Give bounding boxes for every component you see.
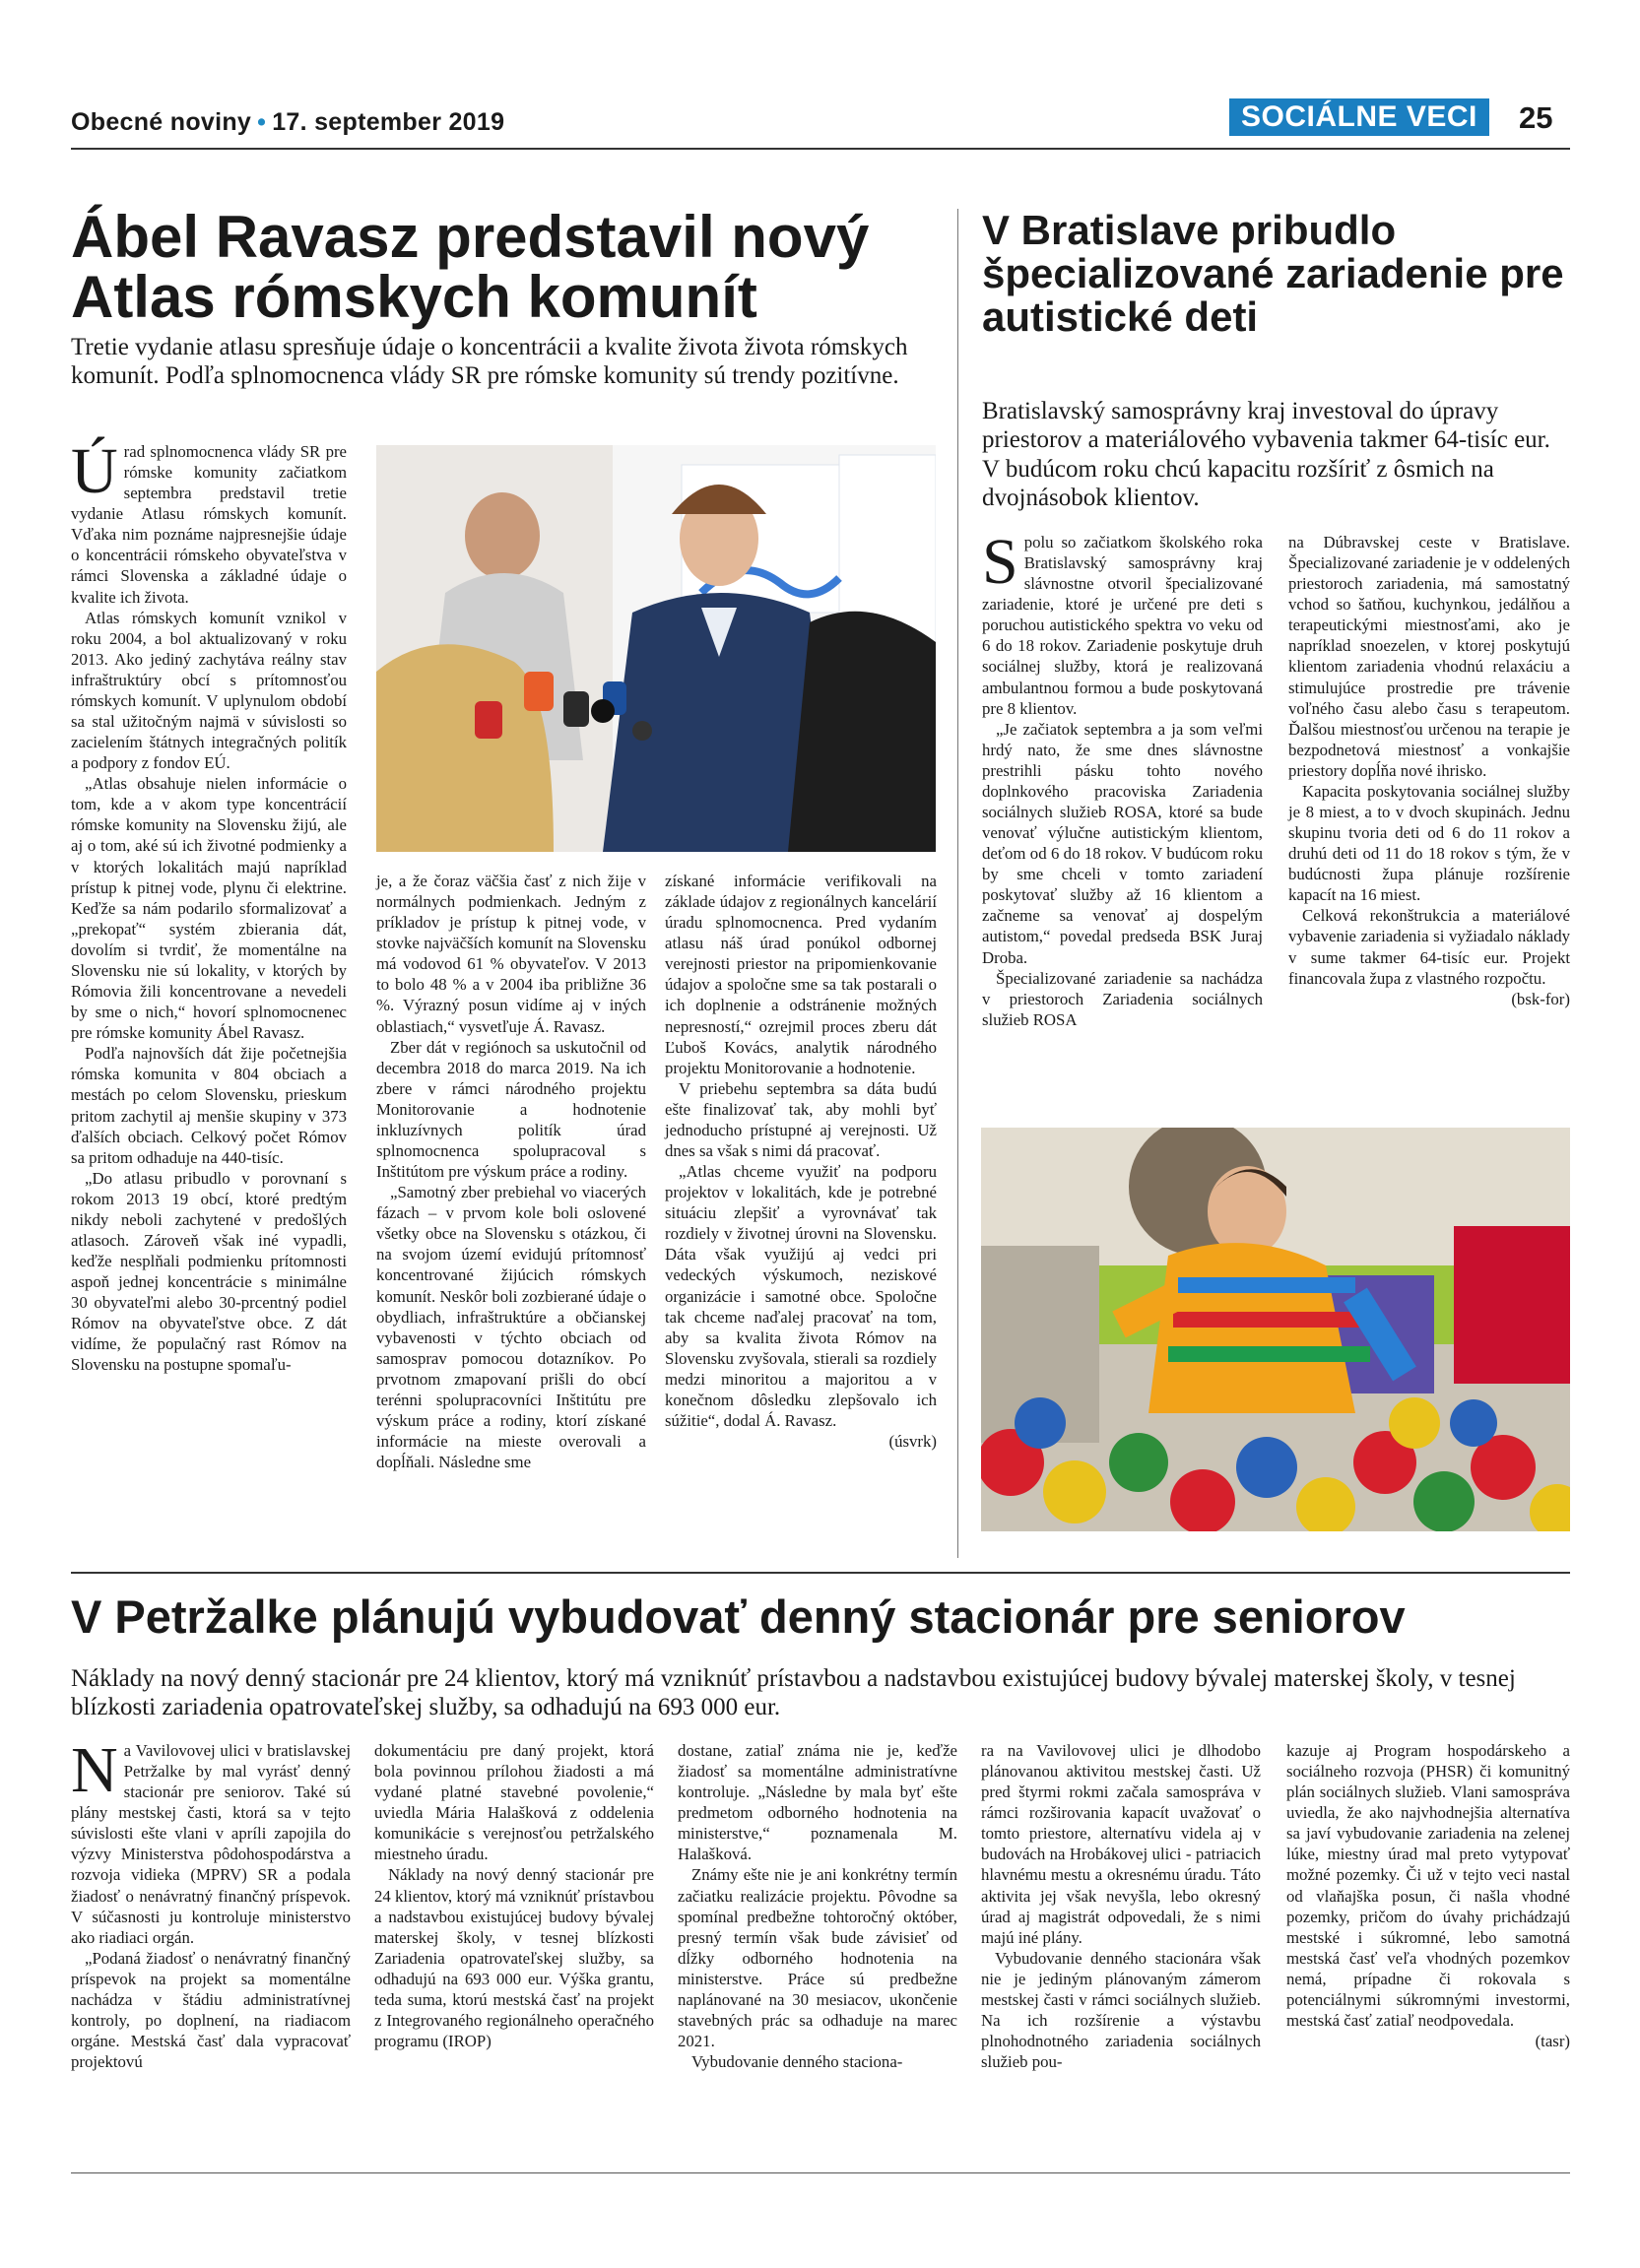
- paragraph: V priebehu septembra sa dáta budú ešte finalizovať tak, aby mohli byť jednoducho prístupné aj verejnosti. Už dnes sa však s nimi dá pracovať.: [665, 1078, 937, 1161]
- article1-col1: [71, 435, 347, 1376]
- paragraph: „Atlas chceme využiť na podporu projektov v lokalitách, kde je potrebné situáciu zlepšiť a vyrovnávať tak rozdiely v životnej úrovni na Slovensku. Dáta však využijú aj vedci pri vedeckých výskumoch, neziskové organizácie i samotné obce. Spoločne tak chceme naďalej pracovať na tom, aby sa kvalita života Rómov na Slovensku zvyšovala, stierali sa rozdiely medzi minoritou a majoritou a v konečnom dôsledku zlepšovalo ich súžitie“, dodal Á. Ravasz.: [665, 1162, 937, 1431]
- paragraph: Celková rekonštrukcia a materiálové vybavenie zariadenia si vyžiadalo náklady v sume takmer 64-tisíc eur. Projekt financovala župa z vlastného rozpočtu.: [1288, 906, 1570, 988]
- section-rule: [71, 1572, 1570, 1574]
- paragraph: dostane, zatiaľ známa nie je, keďže žiadosť sa momentálne administratívne kontroluje. „Následne by mala byť ešte predmetom odborného hodnotenia na ministerstve,“ poznamenala M. Halašková.: [678, 1741, 957, 1864]
- article1-col2: [376, 871, 646, 1472]
- article3-col2: [374, 1740, 654, 2051]
- paragraph: rad splnomocnenca vlády SR pre rómske komunity začiatkom septembra predstavil tretie vydanie Atlasu rómskych komunít. Vďaka nim poznáme najpresnejšie údaje o koncentrácii rómskeho obyvateľstva v rámci Slovenska a základné údaje o kvalite ich života.: [71, 442, 347, 607]
- drop-cap: Ú: [71, 435, 118, 507]
- issue-date: 17. september 2019: [272, 108, 505, 136]
- article1-title: Ábel Ravasz predstavil nový Atlas rómskych komunít: [71, 204, 870, 331]
- header-rule: [71, 148, 1570, 150]
- ball-pit-illustration: [981, 1128, 1570, 1531]
- article1-signature: (úsvrk): [888, 1432, 937, 1452]
- paragraph: „Podaná žiadosť o nenávratný finančný príspevok na projekt sa momentálne nachádza v štádiu administratívnej kontroly, po doplnení, na riadiacom orgáne. Mestská časť dala vypracovať projektovú: [71, 1948, 351, 2072]
- paragraph: dokumentáciu pre daný projekt, ktorá bola povinnou prílohou žiadosti a má vydané platné stavebné povolenie,“ uviedla Mária Halašková z oddelenia komunikácie s verejnosťou petržalského miestneho úradu.: [374, 1741, 654, 1864]
- article2-col2: [1288, 532, 1570, 1009]
- press-conference-photo: [376, 445, 936, 852]
- paragraph: „Je začiatok septembra a ja som veľmi hrdý nato, že sme dnes slávnostne prestrihli pásku tohto nového doplnkového pracoviska Zariadenia sociálnych služieb ROSA, ktoré sa bude venovať výlučne autistickým klientom, deťom od 6 do 18 rokov. V budúcom roku by sme chceli v tomto zariadení poskytovať služby až 16 klientom a začneme sa venovať aj dospelým autistom,“ povedal predseda BSK Juraj Droba.: [982, 719, 1263, 967]
- paragraph: „Do atlasu pribudlo v porovnaní s rokom 2013 19 obcí, ktoré predtým nikdy neboli zachytené v predošlých atlasoch. Zároveň však iné vypadli, keďže nesplňali podmienku prítomnosti aspoň jednej koncentrácie s minimálne 30 obyvateľmi alebo 30-prcentný podiel Rómov na obyvateľstve obce. Z dát vidíme, že populačný rast Rómov na Slovensku na postupne spomaľu-: [71, 1168, 347, 1375]
- article1-deck: Tretie vydanie atlasu spresňuje údaje o koncentrácii a kvalite života života rómskych komunít. Podľa splnomocnenca vlády SR pre rómske komunity sú trendy pozitívne.: [71, 334, 908, 390]
- article2-signature: (bsk-for): [1511, 989, 1570, 1008]
- article3-title: V Petržalke plánujú vybudovať denný stacionár pre seniorov: [71, 1590, 1406, 1643]
- paragraph: Zber dát v regiónoch sa uskutočnil od decembra 2018 do marca 2019. Na ich zbere v rámci národného projektu Monitorovanie a hodnotenie inkluzívnych politík úrad splnomocnenca spolupracoval s Inštitútom pre výskum práce a rodiny.: [376, 1037, 646, 1182]
- paragraph: Náklady na nový denný stacionár pre 24 klientov, ktorý má vzniknúť prístavbou a nadstavbou existujúcej budovy bývalej materskej školy, v tesnej blízkosti Zariadenia opatrovateľskej služby, sa odhadujú na 693 000 eur. Výška grantu, teda suma, ktorú mestská časť na projekt z Integrovaného regionálneho operačného programu (IROP): [374, 1865, 654, 2051]
- press-conference-illustration: [376, 445, 936, 852]
- paragraph: získané informácie verifikovali na základe údajov z regionálnych kancelárií úradu splnomocnenca. Pred vydaním atlasu náš úrad ponúkol odbornej verejnosti priestor na pripomienkovanie údajov a spoločne sme sa tak postarali o ich doplnenie a odstránenie možných nepresností,“ ozrejmil proces zberu dát Ľuboš Kovács, analytik národného projektu Monitorovanie a hodnotenie.: [665, 872, 937, 1077]
- ball-pit-photo: [981, 1128, 1570, 1531]
- paragraph: kazuje aj Program hospodárskeho a sociálneho rozvoja (PHSR) či komunitný plán sociálnych služieb. Vlani samospráva uviedla, že ako najvhodnejšia alternatíva sa javí vybudovanie zariadenia na zelenej lúke, miestny úrad mal preto vytypovať možné pozemky. Či už v tejto veci nastal od vlaňajška posun, či našla vhodné pozemky, pričom do úvahy prichádzajú mestské i súkromné, lebo samotná mestská časť veľa vhodných pozemkov nemá, prípadne či rokovala s potenciálnymi súkromnými investormi, mestská časť zatiaľ neodpovedala.: [1286, 1741, 1570, 2031]
- section-label: SOCIÁLNE VECI: [1229, 98, 1489, 136]
- article3-col3: [678, 1740, 957, 2072]
- masthead: [71, 108, 504, 137]
- paragraph: Špecializované zariadenie sa nachádza v priestoroch Zariadenia sociálnych služieb ROSA: [982, 968, 1263, 1029]
- paragraph: „Atlas obsahuje nielen informácie o tom, kde a v akom type koncentrácií rómske komunity na Slovensku žijú, ale aj o tom, aké sú ich životné podmienky a v ktorých lokalitách majú napríklad prístup k pitnej vode, plynu či elektrine. Keďže sa nám podarilo sformalizovať a „prekopať“ systém zbierania dát, dovolím si tvrdiť, že momentálne na Slovensku nie sú lokality, v ktorých by Rómovia žili koncentrovane a nevedeli by sme o nich,“ hovorí splnomocnenec pre rómske komunity Ábel Ravasz.: [71, 774, 347, 1043]
- paragraph: Známy ešte nie je ani konkrétny termín začiatku realizácie projektu. Pôvodne sa spomínal predbežne tohtoročný október, presný termín však bude závisieť od dĺžky odborného hodnotenia na ministerstve. Práce sú predbežne naplánované na 30 mesiacov, ukončenie stavebných prác sa odhaduje na marec 2021.: [678, 1865, 957, 2051]
- article1-col3: [665, 871, 937, 1452]
- paper-name: Obecné noviny: [71, 108, 252, 136]
- paragraph: polu so začiatkom školského roka Bratislavský samosprávny kraj slávnostne otvoril špecializované zariadenie, ktoré je určené pre deti s poruchou autistického spektra vo veku od 6 do 18 rokov. Zariadenie poskytuje druh sociálnej služby, ktorá je realizovaná ambulantnou formou a bude poskytovaná pre 8 klientov.: [982, 533, 1263, 718]
- article3-col4: [981, 1740, 1261, 2072]
- article3-deck: Náklady na nový denný stacionár pre 24 klientov, ktorý má vzniknúť prístavbou a nadstavbou existujúcej budovy bývalej materskej školy, v tesnej blízkosti zariadenia opatrovateľskej služby, sa odhadujú na 693 000 eur.: [71, 1665, 1516, 1721]
- drop-cap: S: [982, 526, 1018, 598]
- paragraph: Atlas rómskych komunít vznikol v roku 2004, a bol aktualizovaný v roku 2013. Ako jediný zachytáva reálny stav infraštruktúry obcí s prítomnosťou rómskych komunít. V uplynulom období sa stal užitočným najmä v súvislosti so zacielením štátnych integračných politík a podpory z fondov EÚ.: [71, 608, 347, 773]
- paragraph: na Dúbravskej ceste v Bratislave. Špecializované zariadenie je v oddelených priestoroch zariadenia, má samostatný vchod so šatňou, kuchynkou, jedálňou a terapeutickými miestnosťami, ako je napríklad snoezelen, v ktorej poskytujú klientom zariadenia vhodnú relaxáciu a stimulujúce prostredie pre trávenie voľného času alebo času s terapeutom. Ďalšou miestnosťou určenou na terapie je bezpodnetová miestnosť a vonkajšie priestory dopĺňa nové ihrisko.: [1288, 533, 1570, 780]
- article2-deck: Bratislavský samosprávny kraj investoval do úpravy priestorov a materiálového vybavenia takmer 64-tisíc eur. V budúcom roku chcú kapacitu rozšíriť z ôsmich na dvojnásobok klientov.: [982, 398, 1550, 511]
- drop-cap: N: [71, 1734, 118, 1806]
- footer-rule: [71, 2172, 1570, 2173]
- article3-signature: (tasr): [1535, 2032, 1570, 2051]
- paragraph: „Samotný zber prebiehal vo viacerých fázach – v prvom kole boli oslovené všetky obce na Slovensku s otázkou, či na svojom území evidujú prítomnosť koncentrované žijúcich rómskych komunít. Neskôr boli zozbierané údaje o obydliach, infraštruktúre a občianskej vybavenosti v týchto obciach od samosprav pomocou dotazníkov. Po prvotnom zmapovaní prišli do obcí terénni spolupracovníci Inštitútu pre výskum práce a rodiny, ktorí získané informácie na mieste overovali a dopĺňali. Následne sme: [376, 1183, 646, 1472]
- article3-col1: [71, 1734, 351, 2072]
- column-rule: [957, 209, 958, 1558]
- paragraph: Kapacita poskytovania sociálnej služby je 8 miest, a to v dvoch skupinách. Jednu skupinu tvoria deti od 6 do 11 rokov a druhú deti od 11 do 18 rokov s tým, že v budúcnosti župa plánuje rozšírenie kapacít na 16 miest.: [1288, 781, 1570, 905]
- paragraph: je, a že čoraz väčšia časť z nich žije v normálnych podmienkach. Jedným z príkladov je prístup k pitnej vode, v stovke najväčších komunít na Slovensku má vodovod 61 % obyvateľov. V 2013 to bolo 48 % a v 2004 iba približne 36 %. Výrazný posun vidíme aj v iných oblastiach,“ vysvetľuje Á. Ravasz.: [376, 872, 646, 1036]
- article2-title: V Bratislave pribudlo špecializované zariadenie pre autistické deti: [982, 207, 1564, 341]
- separator-dot: •: [257, 108, 267, 136]
- paragraph: Podľa najnovších dát žije početnejšia rómska komunita v 804 obciach a mestách po celom Slovensku, prieskum pritom zachytil aj menšie skupiny v 373 ďalších obciach. Celkový počet Rómov sa pritom odhaduje na 440-tisíc.: [71, 1044, 347, 1167]
- paragraph: a Vavilovovej ulici v bratislavskej Petržalke by mal vyrásť denný stacionár pre seniorov. Také sú plány mestskej časti, ktorá sa v tejto súvislosti ešte vlani v apríli zapojila do výzvy Ministerstva pôdohospodárstva a rozvoja vidieka (MPRV) SR a podala žiadosť o nenávratný finančný príspevok. V súčasnosti ju kontroluje ministerstvo ako riadiaci orgán.: [71, 1741, 351, 1947]
- article2-col1: [982, 526, 1263, 1030]
- paragraph: Vybudovanie denného staciona-: [691, 2052, 903, 2072]
- article3-col5: [1286, 1740, 1570, 2051]
- paragraph: ra na Vavilovovej ulici je dlhodobo plánovanou aktivitou mestskej časti. Už pred štyrmi rokmi začala samospráva v rámci rozširovania kapacít uvažovať o tomto priestore, alternatívu videla aj v budovách na Hrobákovej ulici - patriacich hlavnému mestu a okresnému úradu. Táto aktivita jej však nevyšla, lebo okresný úrad aj magistrát odpovedali, že s nimi majú iné plány.: [981, 1741, 1261, 1947]
- page-number: 25: [1519, 100, 1553, 135]
- paragraph: Vybudovanie denného stacionára však nie je jediným plánovaným zámerom mestskej časti v rámci sociálnych služieb. Na ich rozšírenie a výstavbu plnohodnotného zariadenia sociálnych služieb pou-: [981, 1948, 1261, 2072]
